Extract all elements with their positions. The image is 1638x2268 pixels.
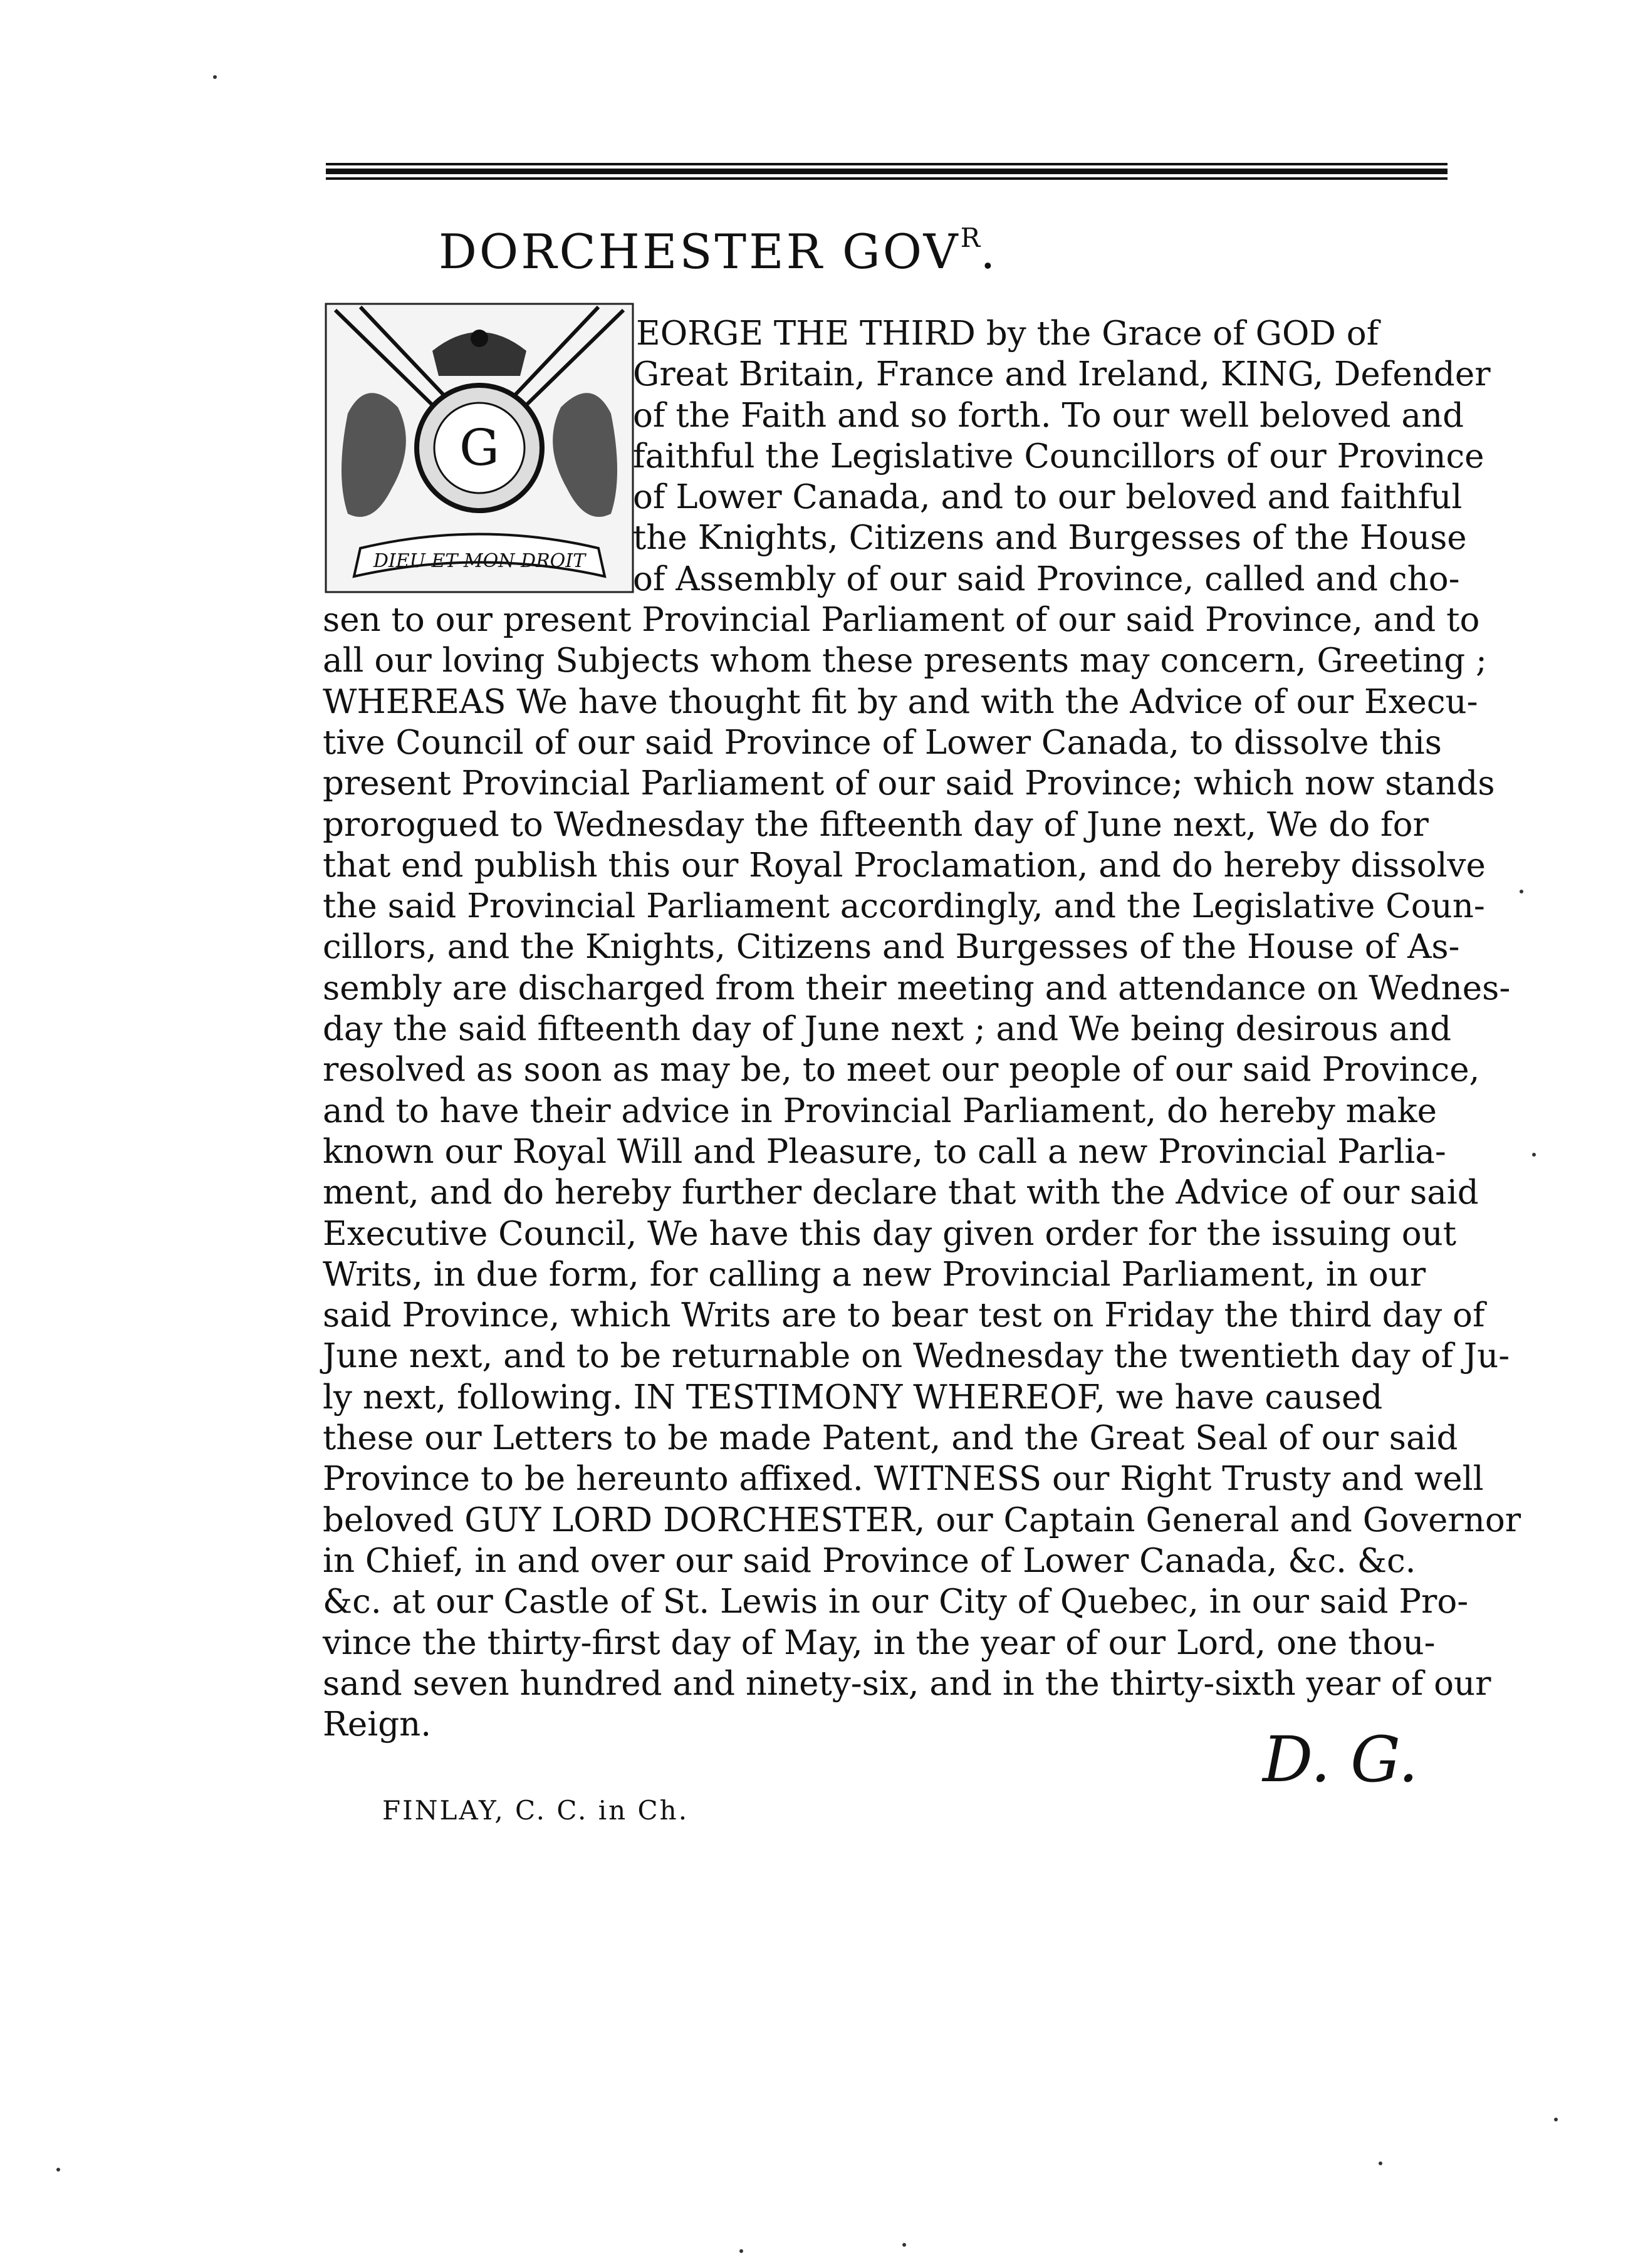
text-line: EORGE THE THIRD by the Grace of GOD of xyxy=(636,315,1379,353)
text-line: Writs, in due form, for calling a new Provincial Parliament, in our xyxy=(323,1255,1426,1294)
text-line: in Chief, in and over our said Province of Lower Canada, &c. &c. xyxy=(323,1541,1416,1580)
text-line: Reign. xyxy=(323,1705,432,1744)
text-line: ly next, following. IN TESTIMONY WHEREOF, we have caused xyxy=(323,1378,1383,1417)
text-line: WHEREAS We have thought fit by and with the Advice of our Execu- xyxy=(323,682,1478,721)
text-line: tive Council of our said Province of Lower Canada, to dissolve this xyxy=(323,723,1442,762)
scan-speck xyxy=(1554,2118,1558,2121)
text-line: of Lower Canada, and to our beloved and faithful xyxy=(633,478,1463,517)
text-line: present Provincial Parliament of our said Province; which now stands xyxy=(323,764,1495,803)
text-line: sembly are discharged from their meeting and attendance on Wednes- xyxy=(323,969,1511,1007)
text-line: ment, and do hereby further declare that with the Advice of our said xyxy=(323,1173,1479,1212)
text-line: sen to our present Provincial Parliament of our said Province, and to xyxy=(323,601,1480,640)
proclamation-text xyxy=(323,313,1521,1745)
scan-speck xyxy=(213,75,217,79)
scan-speck xyxy=(739,2249,743,2253)
title-dot: . xyxy=(980,224,998,279)
scan-speck xyxy=(1379,2161,1382,2165)
text-line: day the said fifteenth day of June next ; and We being desirous and xyxy=(323,1010,1452,1049)
text-line: of Assembly of our said Province, called and cho- xyxy=(633,559,1460,598)
text-line: resolved as soon as may be, to meet our people of our said Province, xyxy=(323,1051,1480,1090)
text-line: prorogued to Wednesday the fifteenth day of June next, We do for xyxy=(323,805,1429,844)
text-line: sand seven hundred and ninety-six, and in the thirty-sixth year of our xyxy=(323,1664,1491,1703)
text-line: the Knights, Citizens and Burgesses of the House xyxy=(633,519,1467,558)
title-superscript: R xyxy=(960,222,981,253)
crest-motto: DIEU ET MON DROIT xyxy=(373,550,586,572)
crest-initial: G xyxy=(459,419,499,477)
scan-speck xyxy=(1520,890,1523,893)
text-line: Great Britain, France and Ireland, KING, Defender xyxy=(633,355,1491,394)
text-line: known our Royal Will and Pleasure, to call a new Provincial Parlia- xyxy=(323,1132,1446,1171)
signature-initials: D. G. xyxy=(1263,1723,1419,1796)
text-line: the said Provincial Parliament accordingly, and the Legislative Coun- xyxy=(323,887,1485,926)
header-rule xyxy=(326,163,1448,182)
text-line: beloved GUY LORD DORCHESTER, our Captain General and Governor xyxy=(323,1501,1521,1539)
text-line: June next, and to be returnable on Wednesday the twentieth day of Ju- xyxy=(323,1337,1510,1376)
page-title xyxy=(439,222,998,279)
text-line: of the Faith and so forth. To our well beloved and xyxy=(633,396,1464,435)
scan-speck xyxy=(1532,1153,1536,1157)
text-line: all our loving Subjects whom these presents may concern, Greeting ; xyxy=(323,642,1487,680)
attestation-line: FINLAY, C. C. in Ch. xyxy=(382,1795,689,1826)
text-line: said Province, which Writs are to bear test on Friday the third day of xyxy=(323,1296,1485,1335)
text-line: Executive Council, We have this day given order for the issuing out xyxy=(323,1214,1457,1253)
text-line: &c. at our Castle of St. Lewis in our City of Quebec, in our said Pro- xyxy=(323,1583,1469,1621)
text-line: that end publish this our Royal Proclamation, and do hereby dissolve xyxy=(323,846,1486,885)
scan-speck xyxy=(56,2168,60,2172)
scan-speck xyxy=(902,2243,906,2247)
text-line: these our Letters to be made Patent, and the Great Seal of our said xyxy=(323,1419,1458,1458)
text-line: faithful the Legislative Councillors of our Province xyxy=(633,437,1484,476)
text-line: and to have their advice in Provincial Parliament, do hereby make xyxy=(323,1091,1437,1130)
text-line: cillors, and the Knights, Citizens and Burgesses of the House of As- xyxy=(323,928,1460,967)
title-text: DORCHESTER GOV xyxy=(439,224,961,279)
text-line: vince the thirty-first day of May, in the year of our Lord, one thou- xyxy=(323,1623,1436,1662)
text-line: Province to be hereunto affixed. WITNESS our Right Trusty and well xyxy=(323,1460,1484,1499)
